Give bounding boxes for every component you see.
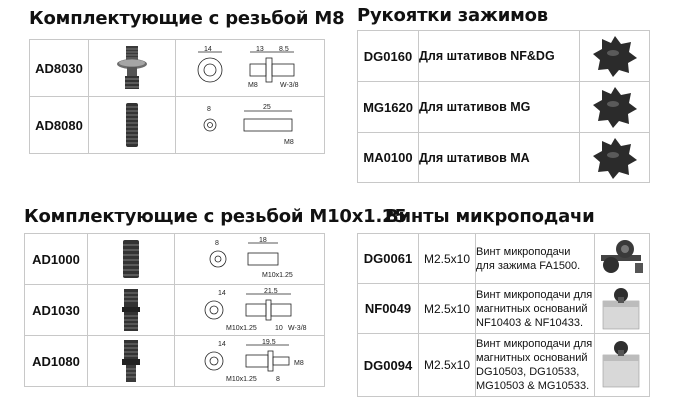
dim-label: 10 xyxy=(274,325,283,332)
part-code: AD1030 xyxy=(25,285,88,336)
table-row xyxy=(25,234,325,285)
part-photo xyxy=(89,40,176,97)
dim-label: W-3/8 xyxy=(287,325,307,332)
dim-label: 25 xyxy=(263,104,271,111)
ad8030-drawing xyxy=(180,42,320,94)
technical-drawing xyxy=(175,336,325,387)
star-knob-icon xyxy=(591,33,639,79)
handles-table xyxy=(357,30,650,183)
threaded-stud-photo xyxy=(112,43,152,93)
dim-label: 13 xyxy=(256,46,264,53)
table-row xyxy=(25,336,325,387)
part-photo xyxy=(88,234,175,285)
part-note: Винт микроподачи для магнитных оснований NF10403 & NF10433. xyxy=(476,284,595,334)
dim-label: M8 xyxy=(293,360,304,367)
part-description: Для штативов MA xyxy=(419,133,580,183)
dim-label: M10x1.25 xyxy=(261,272,293,279)
thread-spec: M2.5x10 xyxy=(419,334,476,397)
technical-drawing xyxy=(175,285,325,336)
table-row xyxy=(358,334,650,397)
part-code: NF0049 xyxy=(358,284,419,334)
dim-label: 8 xyxy=(207,106,211,113)
dim-label: 19.5 xyxy=(261,339,276,346)
part-photo xyxy=(89,97,176,154)
part-photo xyxy=(595,334,650,397)
dim-label: 14 xyxy=(217,290,226,297)
thread-spec: M2.5x10 xyxy=(419,284,476,334)
part-photo xyxy=(580,31,650,82)
set-screw-photo xyxy=(117,100,147,150)
adapter-stud-photo xyxy=(116,337,146,385)
micro-section-title: Винты микроподачи xyxy=(385,206,595,227)
part-photo xyxy=(580,133,650,183)
part-code: MA0100 xyxy=(358,133,419,183)
part-photo xyxy=(88,285,175,336)
m8-parts-table xyxy=(29,39,325,154)
dim-label: 18 xyxy=(258,237,267,244)
m10-parts-table xyxy=(24,233,325,387)
part-photo xyxy=(580,82,650,133)
dim-label: W-3/8 xyxy=(280,82,299,89)
dim-label: 21.5 xyxy=(263,288,278,295)
micro-screws-table xyxy=(357,233,650,397)
part-code: AD1080 xyxy=(25,336,88,387)
table-row xyxy=(358,284,650,334)
handles-section-title: Рукоятки зажимов xyxy=(357,5,548,26)
part-photo xyxy=(88,336,175,387)
technical-drawing xyxy=(175,234,325,285)
part-description: Для штативов MG xyxy=(419,82,580,133)
ad8080-drawing xyxy=(180,99,320,151)
dim-label: M10x1.25 xyxy=(225,376,257,383)
dim-label: 8 xyxy=(214,240,219,247)
ad1080-drawing xyxy=(180,337,320,385)
dim-label: 14 xyxy=(204,46,212,53)
dim-label: 8.5 xyxy=(279,46,289,53)
part-code: DG0160 xyxy=(358,31,419,82)
table-row xyxy=(358,234,650,284)
table-row xyxy=(30,40,325,97)
set-screw-photo xyxy=(116,236,146,282)
dim-label: M8 xyxy=(284,139,294,146)
ad1000-drawing xyxy=(180,235,320,283)
table-row xyxy=(358,82,650,133)
part-photo xyxy=(595,284,650,334)
dim-label: 14 xyxy=(217,341,226,348)
part-photo xyxy=(595,234,650,284)
part-code: DG0094 xyxy=(358,334,419,397)
technical-drawing xyxy=(176,97,325,154)
magnetic-base-photo xyxy=(597,287,647,331)
part-code: MG1620 xyxy=(358,82,419,133)
part-code: DG0061 xyxy=(358,234,419,284)
adapter-stud-photo xyxy=(116,286,146,334)
micro-screw-photo xyxy=(597,237,647,281)
m10-section-title: Комплектующие с резьбой M10x1.25 xyxy=(24,206,407,227)
dim-label: 8 xyxy=(275,376,280,383)
part-code: AD8080 xyxy=(30,97,89,154)
thread-spec: M2.5x10 xyxy=(419,234,476,284)
ad1030-drawing xyxy=(180,286,320,334)
technical-drawing xyxy=(176,40,325,97)
table-row xyxy=(358,31,650,82)
m8-section-title: Комплектующие с резьбой M8 xyxy=(29,8,345,29)
star-knob-icon xyxy=(591,135,639,181)
dim-label: M8 xyxy=(248,82,258,89)
star-knob-icon xyxy=(591,84,639,130)
part-note: Винт микроподачи для зажима FA1500. xyxy=(476,234,595,284)
dim-label: M10x1.25 xyxy=(225,325,257,332)
part-description: Для штативов NF&DG xyxy=(419,31,580,82)
part-note: Винт микроподачи для магнитных оснований DG10503, DG10533, MG10503 & MG10533. xyxy=(476,334,595,397)
part-code: AD1000 xyxy=(25,234,88,285)
table-row xyxy=(30,97,325,154)
table-row xyxy=(358,133,650,183)
magnetic-base-photo xyxy=(597,339,647,391)
part-code: AD8030 xyxy=(30,40,89,97)
table-row xyxy=(25,285,325,336)
